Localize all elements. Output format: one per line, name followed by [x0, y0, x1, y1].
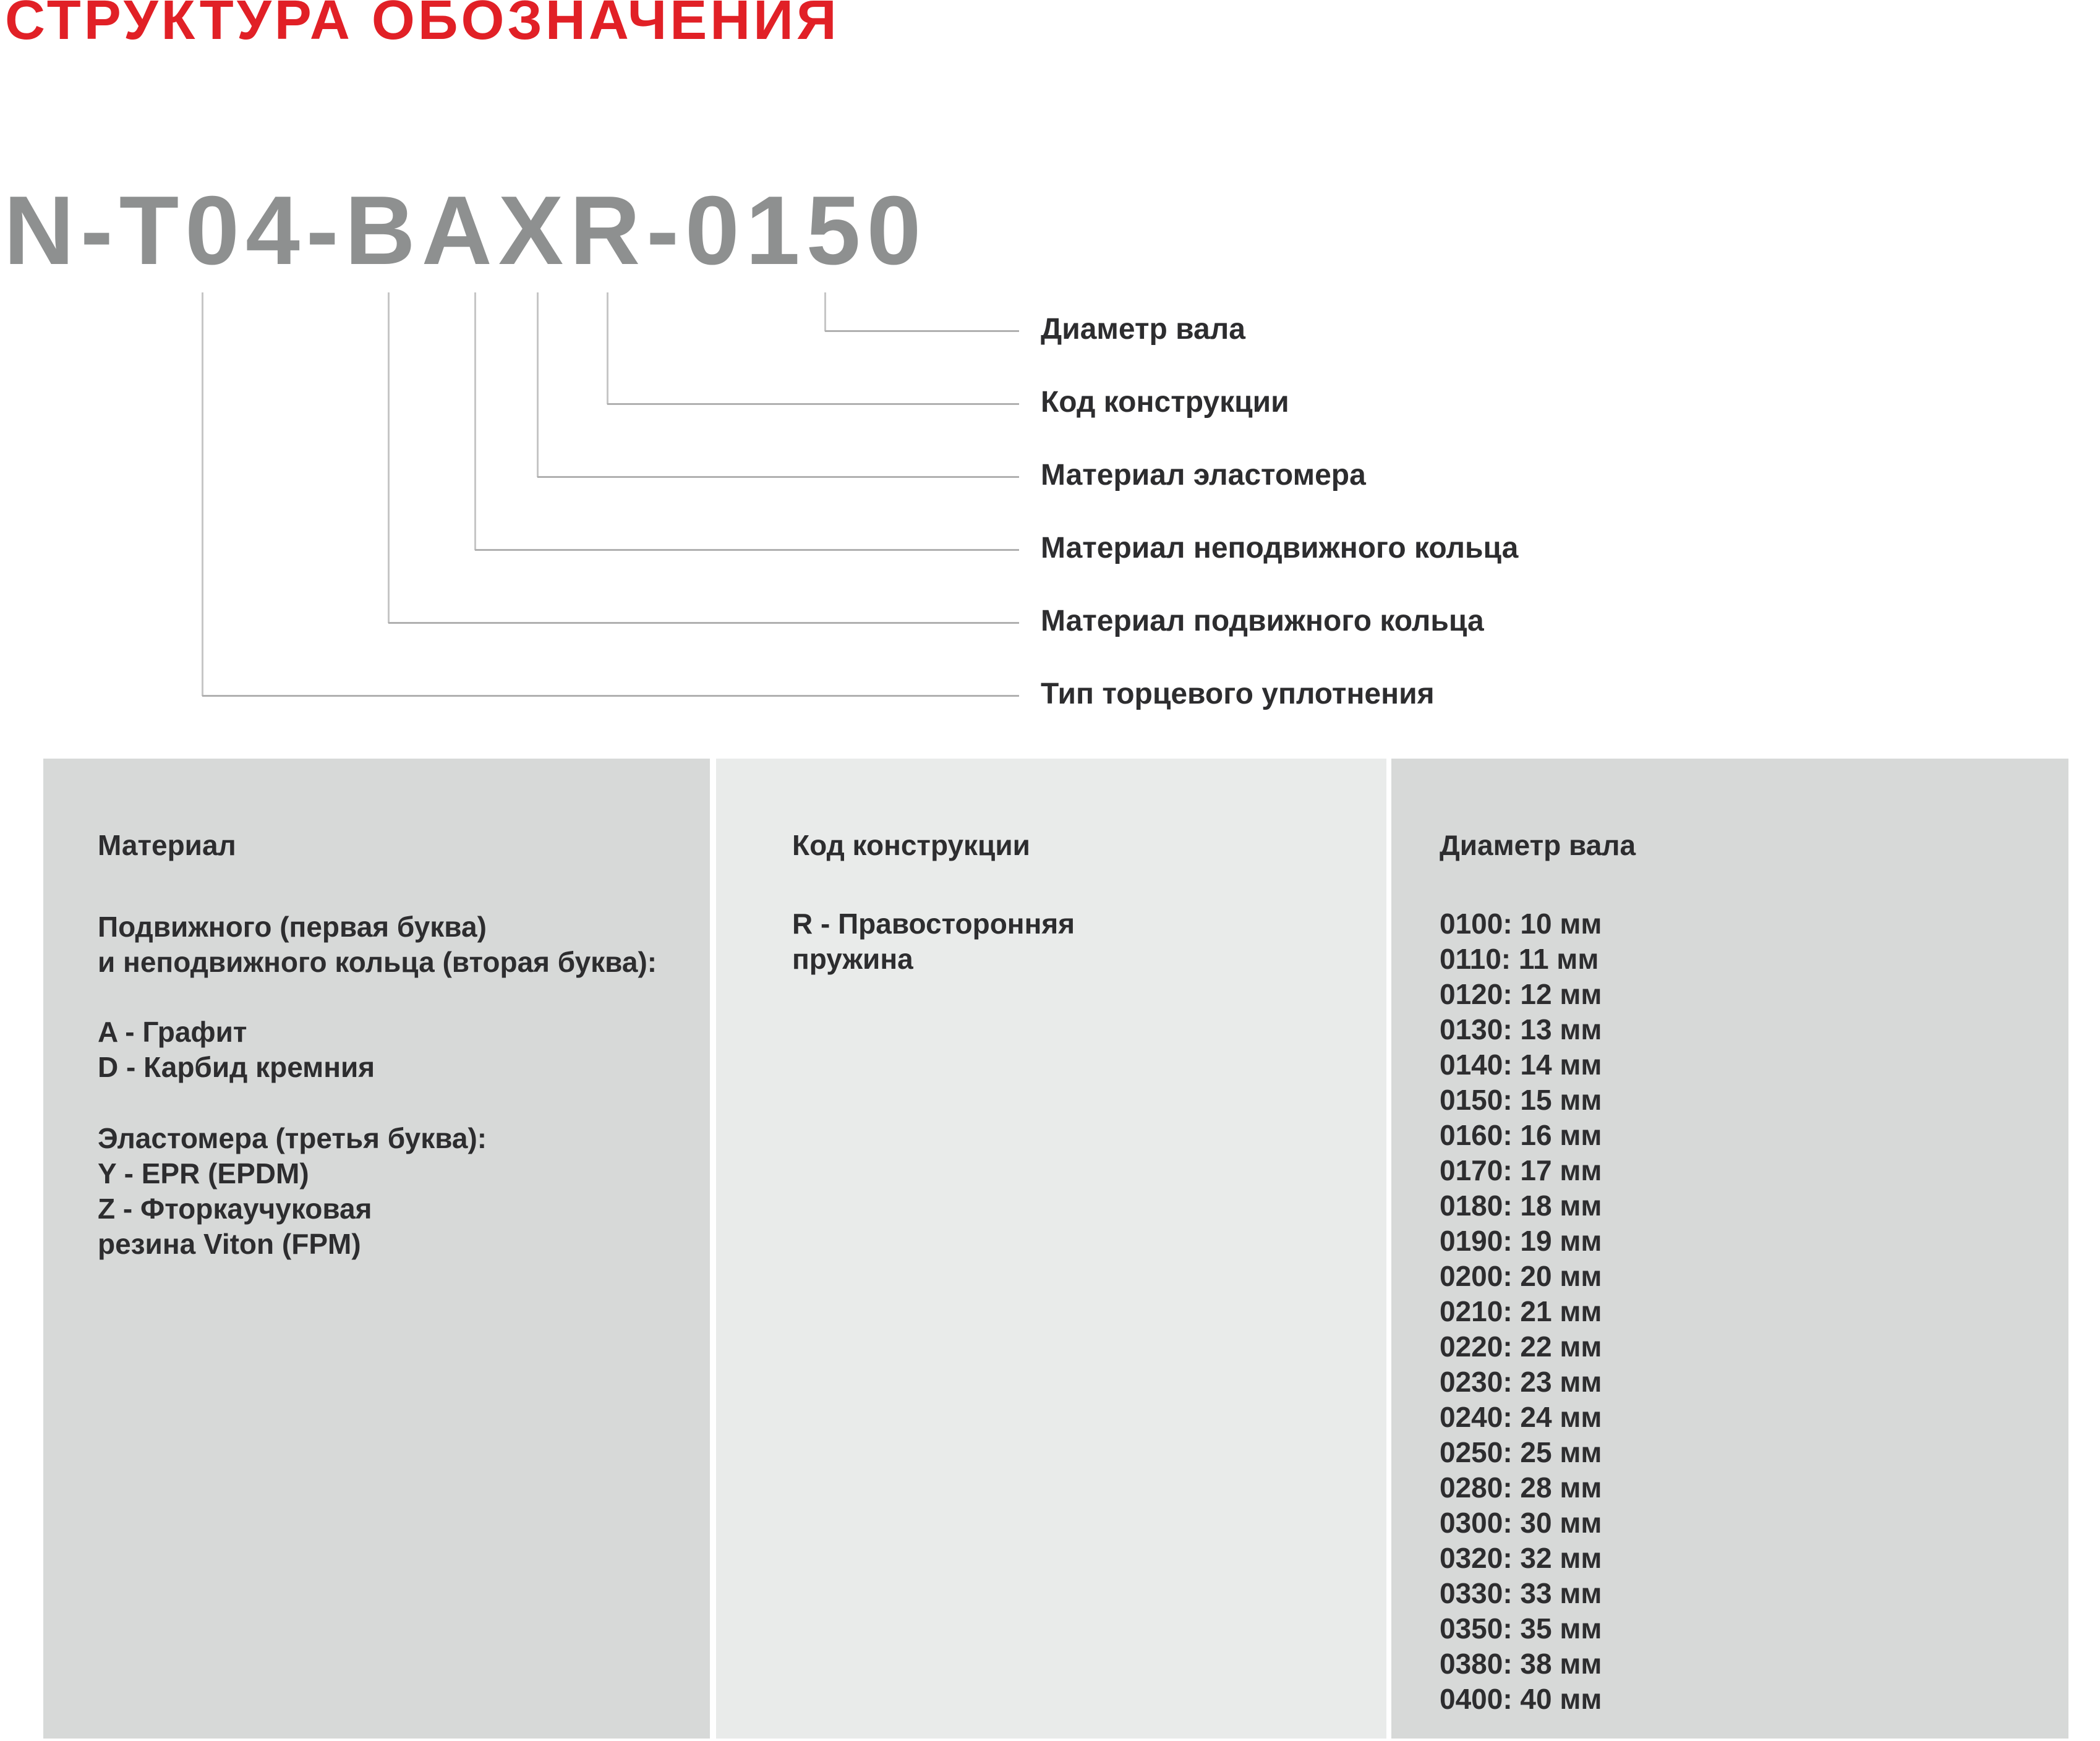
- diameter-item: 0220: 22 мм: [1440, 1330, 1602, 1363]
- diameter-item: 0240: 24 мм: [1440, 1401, 1602, 1433]
- material-text-line: Y - EPR (EPDM): [98, 1157, 309, 1190]
- callout-leader-horizontal-line: [475, 549, 1019, 551]
- callout-label-тип-торцевого-уплотнения: Тип торцевого уплотнения: [1041, 678, 1435, 710]
- diameter-item: 0190: 19 мм: [1440, 1225, 1602, 1257]
- callout-leader-vertical-line: [388, 292, 390, 623]
- material-text-line: D - Карбид кремния: [98, 1051, 375, 1083]
- diameter-item: 0350: 35 мм: [1440, 1612, 1602, 1645]
- column-header: Диаметр вала: [1440, 829, 1636, 861]
- text-group: [792, 906, 1075, 977]
- diameter-item: 0250: 25 мм: [1440, 1436, 1602, 1468]
- construction-text-line: R - Правосторонняя: [792, 908, 1075, 940]
- diameter-item: 0170: 17 мм: [1440, 1154, 1602, 1186]
- diameter-item: 0160: 16 мм: [1440, 1119, 1602, 1151]
- callout-label-материал-эластомера: Материал эластомера: [1041, 459, 1366, 492]
- column-header: Код конструкции: [792, 829, 1030, 861]
- diameter-item: 0140: 14 мм: [1440, 1049, 1602, 1081]
- text-group: [98, 1121, 487, 1262]
- part-number-code: N-T04-BAXR-0150: [4, 176, 928, 285]
- diameter-item: 0210: 21 мм: [1440, 1295, 1602, 1327]
- material-text-line: A - Графит: [98, 1016, 247, 1048]
- callout-leader-horizontal-line: [202, 695, 1019, 697]
- diameter-item: 0330: 33 мм: [1440, 1577, 1602, 1609]
- column-material: [43, 759, 710, 1739]
- diameter-item: 0300: 30 мм: [1440, 1507, 1602, 1539]
- diameter-item: 0230: 23 мм: [1440, 1366, 1602, 1398]
- callout-leader-horizontal-line: [607, 403, 1019, 405]
- column-construction-code: [716, 759, 1386, 1739]
- material-text-line: резина Viton (FPM): [98, 1228, 361, 1260]
- diameter-item: 0320: 32 мм: [1440, 1542, 1602, 1574]
- callout-label-диаметр-вала: Диаметр вала: [1041, 313, 1245, 346]
- callout-leader-horizontal-line: [825, 330, 1019, 332]
- text-group: [98, 909, 657, 980]
- diameter-item: 0130: 13 мм: [1440, 1013, 1602, 1045]
- callout-leader-vertical-line: [474, 292, 476, 550]
- diameter-item: 0280: 28 мм: [1440, 1471, 1602, 1504]
- callout-label-код-конструкции: Код конструкции: [1041, 386, 1289, 419]
- callout-leader-vertical-line: [824, 292, 826, 331]
- text-group: [98, 1015, 375, 1085]
- material-text-line: Подвижного (первая буква): [98, 911, 487, 943]
- callout-leader-horizontal-line: [537, 476, 1019, 478]
- diameter-item: 0200: 20 мм: [1440, 1260, 1602, 1292]
- callout-leader-vertical-line: [537, 292, 539, 477]
- callout-label-материал-подвижного-кольца: Материал подвижного кольца: [1041, 605, 1484, 637]
- material-text-line: Эластомера (третья буква):: [98, 1122, 487, 1154]
- text-group: [1440, 906, 1602, 1717]
- diameter-item: 0110: 11 мм: [1440, 943, 1599, 975]
- diameter-item: 0380: 38 мм: [1440, 1648, 1602, 1680]
- column-shaft-diameter: [1391, 759, 2068, 1739]
- material-text-line: и неподвижного кольца (вторая буква):: [98, 946, 657, 978]
- material-text-line: Z - Фторкаучуковая: [98, 1193, 372, 1225]
- diameter-item: 0180: 18 мм: [1440, 1190, 1602, 1222]
- callout-label-материал-неподвижного-кольца: Материал неподвижного кольца: [1041, 532, 1519, 564]
- diameter-item: 0100: 10 мм: [1440, 908, 1602, 940]
- callout-leader-vertical-line: [202, 292, 203, 696]
- diameter-item: 0120: 12 мм: [1440, 978, 1602, 1010]
- callout-leader-horizontal-line: [388, 622, 1019, 624]
- column-header: Материал: [98, 829, 236, 861]
- page-title: СТРУКТУРА ОБОЗНАЧЕНИЯ: [5, 0, 840, 51]
- callout-leader-vertical-line: [607, 292, 608, 404]
- construction-text-line: пружина: [792, 943, 913, 975]
- diameter-item: 0150: 15 мм: [1440, 1084, 1602, 1116]
- diameter-item: 0400: 40 мм: [1440, 1683, 1602, 1715]
